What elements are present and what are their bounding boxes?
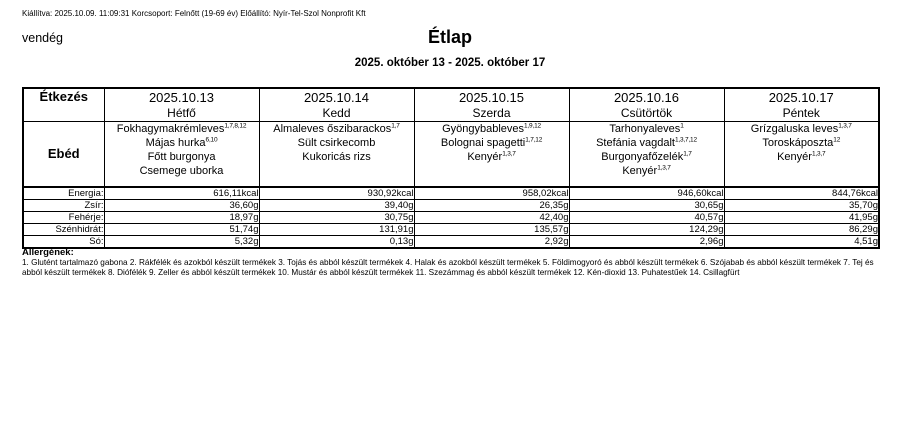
nutrition-value: 2,92g [414,235,569,248]
nutrition-label: Szénhidrát: [23,223,104,235]
nutrition-value: 30,65g [569,199,724,211]
nutrition-value: 5,32g [104,235,259,248]
nutrition-label: Energia: [23,187,104,200]
nutrition-value: 124,29g [569,223,724,235]
nutrition-label: Zsír: [23,199,104,211]
nutrition-value: 36,60g [104,199,259,211]
meal-item: Burgonyafőzelék$^{1,7}$ [601,150,692,163]
meal-column-header: Étkezés [23,88,104,122]
day-header-tuesday [259,88,414,122]
nutrition-value: 0,13g [259,235,414,248]
allergen-superscript: 1,3,7,12 [674,136,697,144]
nutrition-value: 616,11kcal [104,187,259,200]
allergen-superscript: 1,9,12 [524,122,541,130]
allergen-superscript: 1,3,7 [657,164,671,172]
meal-item: Kenyér$^{1,3,7}$ [622,164,671,177]
day-date: 2025.10.14 [303,90,370,105]
issued-meta-line: Kiállítva: 2025.10.09. 11:09:31 Korcsoport: Felnőtt (19-69 év) Előállító: Nyír-Tel-Szol Nonprofit Kft [22,9,366,18]
nutrition-value: 51,74g [104,223,259,235]
nutrition-row-salt [23,235,879,248]
nutrition-value: 39,40g [259,199,414,211]
nutrition-row-energy [23,187,879,200]
meal-item: Kenyér$^{1,3,7}$ [467,150,516,163]
meal-item: Grízgaluska leves$^{1,3,7}$ [750,122,852,135]
nutrition-value: 42,40g [414,211,569,223]
allergen-superscript: 1,3,7 [502,150,516,158]
day-name: Péntek [782,106,820,120]
day-name: Csütörtök [620,106,673,120]
day-date: 2025.10.15 [458,90,525,105]
nutrition-value: 958,02kcal [414,187,569,200]
allergen-superscript: 1,7,12 [525,136,543,144]
lunch-row-label: Ebéd [23,122,104,187]
nutrition-value: 2,96g [569,235,724,248]
meal-item: Tarhonyaleves$^1$ [609,122,684,135]
day-date: 2025.10.13 [148,90,215,105]
nutrition-value: 86,29g [724,223,879,235]
allergen-superscript: 1,3,7 [811,150,826,158]
meal-item: Kenyér$^{1,3,7}$ [777,150,826,163]
nutrition-label: Só: [23,235,104,248]
guest-label: vendég [22,31,64,45]
allergen-superscript: 1,3,7 [838,122,852,130]
meal-item: Kukoricás rizs [302,151,371,163]
meal-item: Fokhagymakrémleves$^{1,7,8,12}$ [116,122,247,135]
meal-item: Gyöngybableves$^{1,9,12}$ [442,122,541,135]
lunch-cell-thursday [569,122,724,187]
nutrition-value: 135,57g [414,223,569,235]
allergens-text: 1. Glutént tartalmazó gabona 2. Rákfélék és azokból készült termékek 3. Tojás és abból készült termékek 4. Halak és azokból készült termékek 5. Földimogyoró és abból készült termékek 6. Szójabab és abból készült termékek 7. Tej és abból készült termékek 8. Diófélék 9. Zeller és abból készült termékek 10. Mustár és abból készült termékek 11. Szezámmag és abból készült termékek 12. Kén-dioxid 13. Puhatestűek 14. Csillagfürt [22,258,874,277]
allergen-superscript: 1 [680,122,684,130]
nutrition-row-protein [23,211,879,223]
meal-item: Bolognai spagetti$^{1,7,12}$ [440,136,543,149]
nutrition-value: 946,60kcal [569,187,724,200]
meal-item: Csemege uborka [139,165,224,177]
meal-item: Stefánia vagdalt$^{1,3,7,12}$ [596,136,697,149]
meal-item: Almaleves őszibarackos$^{1,7}$ [273,122,400,135]
day-header-friday [724,88,879,122]
nutrition-value: 26,35g [414,199,569,211]
allergen-superscript: 1,7 [683,150,692,158]
allergen-superscript: 1,7 [391,122,400,130]
nutrition-value: 4,51g [724,235,879,248]
lunch-row [23,122,879,187]
nutrition-value: 131,91g [259,223,414,235]
meal-item: Sült csirkecomb [297,137,376,149]
nutrition-value: 30,75g [259,211,414,223]
nutrition-value: 18,97g [104,211,259,223]
day-header-monday [104,88,259,122]
meal-item: Főtt burgonya [147,151,216,163]
date-range: 2025. október 13 - 2025. október 17 [354,57,546,69]
table-header-row [23,88,879,122]
nutrition-value: 41,95g [724,211,879,223]
page-title: Étlap [427,27,472,47]
nutrition-value: 40,57g [569,211,724,223]
meal-item: Toroskáposzta$^{12}$ [762,136,841,149]
allergen-superscript: 1,7,8,12 [224,122,247,130]
lunch-cell-friday [724,122,879,187]
day-name: Szerda [472,106,511,120]
allergens-heading: Allergének: [22,247,74,258]
lunch-cell-monday [104,122,259,187]
nutrition-value: 35,70g [724,199,879,211]
day-date: 2025.10.17 [768,90,834,105]
nutrition-row-fat [23,199,879,211]
allergens-section [22,247,878,277]
menu-table [22,87,880,249]
allergen-superscript: 6,10 [205,136,218,144]
day-date: 2025.10.16 [613,90,680,105]
nutrition-value: 930,92kcal [259,187,414,200]
meal-item: Májas hurka$^{6,10}$ [145,136,218,149]
nutrition-row-carbs [23,223,879,235]
day-header-thursday [569,88,724,122]
nutrition-label: Fehérje: [23,211,104,223]
nutrition-value: 844,76kcal [724,187,879,200]
lunch-cell-tuesday [259,122,414,187]
allergen-superscript: 12 [833,136,841,144]
day-header-wednesday [414,88,569,122]
day-name: Hétfő [167,106,196,120]
day-name: Kedd [322,106,351,120]
lunch-cell-wednesday [414,122,569,187]
